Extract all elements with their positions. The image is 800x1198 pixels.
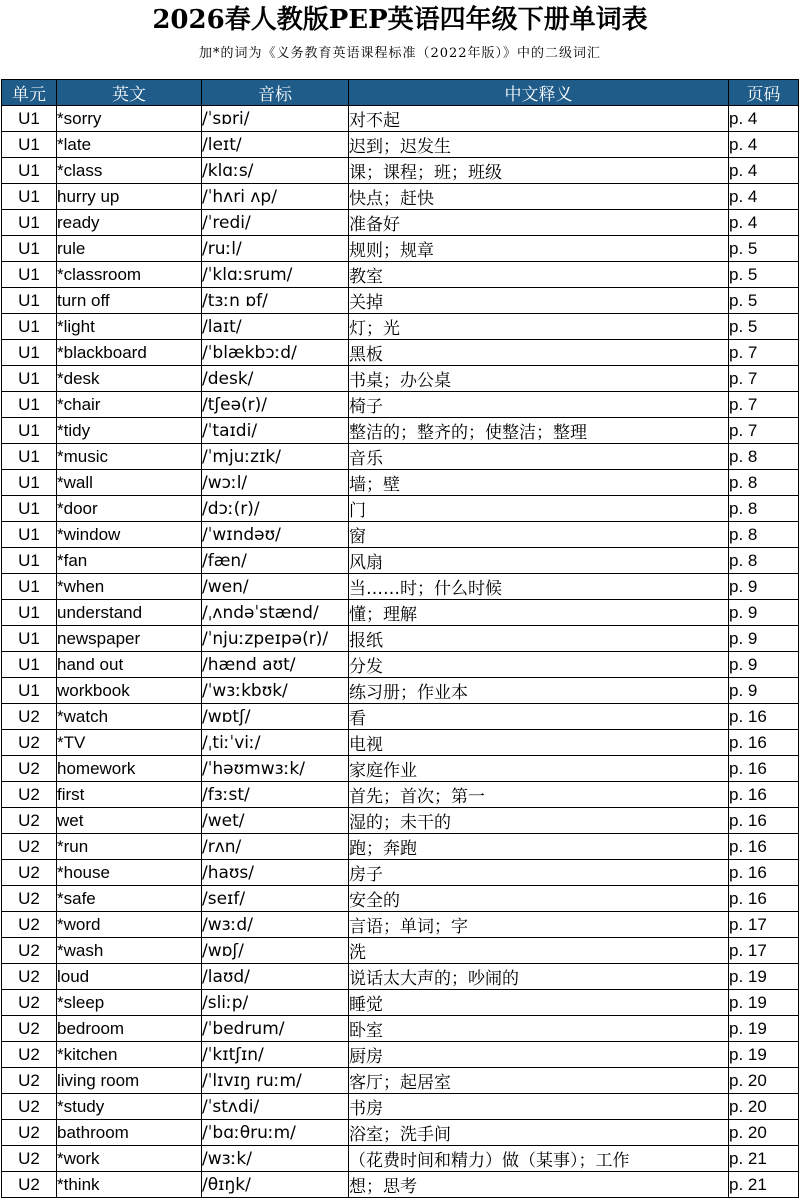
phonetic-cell: /ˈwɪndəʊ/ <box>202 522 349 548</box>
page-cell: p. 8 <box>729 522 799 548</box>
unit-cell: U1 <box>2 496 57 522</box>
chinese-cell: 门 <box>349 496 729 522</box>
unit-cell: U1 <box>2 548 57 574</box>
chinese-cell: 迟到；迟发生 <box>349 132 729 158</box>
table-row <box>2 158 799 184</box>
page-cell: p. 5 <box>729 262 799 288</box>
table-row <box>2 652 799 678</box>
chinese-cell: 窗 <box>349 522 729 548</box>
english-cell: *door <box>57 496 202 522</box>
table-row <box>2 1146 799 1172</box>
chinese-cell: 电视 <box>349 730 729 756</box>
table-row <box>2 548 799 574</box>
english-cell: *house <box>57 860 202 886</box>
english-cell: *run <box>57 834 202 860</box>
page-cell: p. 16 <box>729 834 799 860</box>
unit-cell: U1 <box>2 574 57 600</box>
english-cell: *work <box>57 1146 202 1172</box>
table-row <box>2 860 799 886</box>
english-cell: *sorry <box>57 106 202 132</box>
table-row <box>2 574 799 600</box>
unit-cell: U1 <box>2 652 57 678</box>
phonetic-cell: /laɪt/ <box>202 314 349 340</box>
english-cell: *watch <box>57 704 202 730</box>
page-cell: p. 17 <box>729 938 799 964</box>
phonetic-cell: /wɔːl/ <box>202 470 349 496</box>
table-row <box>2 288 799 314</box>
chinese-cell: 房子 <box>349 860 729 886</box>
table-row <box>2 340 799 366</box>
chinese-cell: 睡觉 <box>349 990 729 1016</box>
unit-cell: U1 <box>2 236 57 262</box>
english-cell: newspaper <box>57 626 202 652</box>
page-cell: p. 8 <box>729 470 799 496</box>
english-cell: loud <box>57 964 202 990</box>
english-cell: *classroom <box>57 262 202 288</box>
phonetic-cell: /wet/ <box>202 808 349 834</box>
unit-cell: U1 <box>2 600 57 626</box>
chinese-cell: 课；课程；班；班级 <box>349 158 729 184</box>
english-cell: *kitchen <box>57 1042 202 1068</box>
unit-cell: U2 <box>2 860 57 886</box>
english-cell: *when <box>57 574 202 600</box>
english-cell: *word <box>57 912 202 938</box>
english-cell: wet <box>57 808 202 834</box>
unit-cell: U1 <box>2 184 57 210</box>
table-row <box>2 1016 799 1042</box>
table-row <box>2 886 799 912</box>
page-cell: p. 21 <box>729 1172 799 1198</box>
chinese-cell: 练习册；作业本 <box>349 678 729 704</box>
chinese-cell: 教室 <box>349 262 729 288</box>
english-cell: hurry up <box>57 184 202 210</box>
english-cell: *safe <box>57 886 202 912</box>
phonetic-cell: /hænd aʊt/ <box>202 652 349 678</box>
page-cell: p. 20 <box>729 1068 799 1094</box>
chinese-cell: 湿的；未干的 <box>349 808 729 834</box>
page-cell: p. 4 <box>729 106 799 132</box>
phonetic-cell: /ruːl/ <box>202 236 349 262</box>
phonetic-cell: /seɪf/ <box>202 886 349 912</box>
unit-cell: U1 <box>2 314 57 340</box>
chinese-cell: 家庭作业 <box>349 756 729 782</box>
english-cell: *TV <box>57 730 202 756</box>
chinese-cell: 对不起 <box>349 106 729 132</box>
chinese-cell: 厨房 <box>349 1042 729 1068</box>
phonetic-cell: /ˈtaɪdi/ <box>202 418 349 444</box>
table-row <box>2 236 799 262</box>
phonetic-cell: /ˈmjuːzɪk/ <box>202 444 349 470</box>
phonetic-cell: /wɒtʃ/ <box>202 704 349 730</box>
phonetic-cell: /fæn/ <box>202 548 349 574</box>
table-row <box>2 600 799 626</box>
page-cell: p. 5 <box>729 288 799 314</box>
table-row <box>2 496 799 522</box>
phonetic-cell: /desk/ <box>202 366 349 392</box>
page-cell: p. 19 <box>729 1016 799 1042</box>
chinese-cell: 灯；光 <box>349 314 729 340</box>
unit-cell: U2 <box>2 782 57 808</box>
column-header-phonetic: 音标 <box>202 80 349 106</box>
phonetic-cell: /fɜːst/ <box>202 782 349 808</box>
english-cell: *blackboard <box>57 340 202 366</box>
chinese-cell: （花费时间和精力）做（某事）；工作 <box>349 1146 729 1172</box>
page-cell: p. 19 <box>729 1042 799 1068</box>
phonetic-cell: /dɔː(r)/ <box>202 496 349 522</box>
page-cell: p. 16 <box>729 756 799 782</box>
page-cell: p. 8 <box>729 496 799 522</box>
unit-cell: U1 <box>2 210 57 236</box>
english-cell: *light <box>57 314 202 340</box>
unit-cell: U2 <box>2 990 57 1016</box>
page-subtitle: 加*的词为《义务教育英语课程标准（2022年版）》中的二级词汇 <box>198 46 602 61</box>
english-cell: homework <box>57 756 202 782</box>
table-row <box>2 444 799 470</box>
unit-cell: U2 <box>2 808 57 834</box>
unit-cell: U2 <box>2 912 57 938</box>
unit-cell: U2 <box>2 1016 57 1042</box>
unit-cell: U2 <box>2 1094 57 1120</box>
column-header-page: 页码 <box>729 80 799 106</box>
page-cell: p. 16 <box>729 704 799 730</box>
phonetic-cell: /ˈstʌdi/ <box>202 1094 349 1120</box>
unit-cell: U1 <box>2 444 57 470</box>
page-cell: p. 19 <box>729 990 799 1016</box>
table-row <box>2 418 799 444</box>
phonetic-cell: /leɪt/ <box>202 132 349 158</box>
english-cell: *class <box>57 158 202 184</box>
phonetic-cell: /ˈredi/ <box>202 210 349 236</box>
chinese-cell: 首先；首次；第一 <box>349 782 729 808</box>
phonetic-cell: /ˈbɑːθruːm/ <box>202 1120 349 1146</box>
table-row <box>2 392 799 418</box>
table-row <box>2 912 799 938</box>
table-row <box>2 1120 799 1146</box>
page-cell: p. 20 <box>729 1120 799 1146</box>
table-row <box>2 262 799 288</box>
table-header-row <box>2 80 799 106</box>
vocabulary-table <box>1 79 799 1198</box>
phonetic-cell: /ˈkɪtʃɪn/ <box>202 1042 349 1068</box>
table-row <box>2 808 799 834</box>
page-cell: p. 7 <box>729 392 799 418</box>
table-row <box>2 704 799 730</box>
unit-cell: U2 <box>2 938 57 964</box>
english-cell: hand out <box>57 652 202 678</box>
english-cell: turn off <box>57 288 202 314</box>
table-row <box>2 1172 799 1198</box>
phonetic-cell: /haʊs/ <box>202 860 349 886</box>
unit-cell: U1 <box>2 288 57 314</box>
page-cell: p. 9 <box>729 574 799 600</box>
english-cell: *think <box>57 1172 202 1198</box>
page-cell: p. 4 <box>729 210 799 236</box>
phonetic-cell: /rʌn/ <box>202 834 349 860</box>
page-cell: p. 19 <box>729 964 799 990</box>
phonetic-cell: /ˈhʌri ʌp/ <box>202 184 349 210</box>
chinese-cell: 安全的 <box>349 886 729 912</box>
phonetic-cell: /tʃeə(r)/ <box>202 392 349 418</box>
column-header-unit: 单元 <box>2 80 57 106</box>
chinese-cell: 书桌；办公桌 <box>349 366 729 392</box>
english-cell: *music <box>57 444 202 470</box>
page-cell: p. 5 <box>729 236 799 262</box>
unit-cell: U2 <box>2 1068 57 1094</box>
chinese-cell: 客厅；起居室 <box>349 1068 729 1094</box>
unit-cell: U1 <box>2 626 57 652</box>
phonetic-cell: /ˌʌndəˈstænd/ <box>202 600 349 626</box>
chinese-cell: 椅子 <box>349 392 729 418</box>
english-cell: ready <box>57 210 202 236</box>
phonetic-cell: /wen/ <box>202 574 349 600</box>
phonetic-cell: /ˈblækbɔːd/ <box>202 340 349 366</box>
english-cell: bathroom <box>57 1120 202 1146</box>
phonetic-cell: /ˈbedrum/ <box>202 1016 349 1042</box>
phonetic-cell: /ˈsɒri/ <box>202 106 349 132</box>
table-row <box>2 964 799 990</box>
unit-cell: U1 <box>2 418 57 444</box>
chinese-cell: 浴室；洗手间 <box>349 1120 729 1146</box>
unit-cell: U1 <box>2 470 57 496</box>
english-cell: *chair <box>57 392 202 418</box>
page-cell: p. 16 <box>729 860 799 886</box>
unit-cell: U1 <box>2 340 57 366</box>
chinese-cell: 整洁的；整齐的；使整洁；整理 <box>349 418 729 444</box>
table-row <box>2 1068 799 1094</box>
phonetic-cell: /ˌtiːˈviː/ <box>202 730 349 756</box>
phonetic-cell: /wɜːd/ <box>202 912 349 938</box>
table-row <box>2 184 799 210</box>
chinese-cell: 懂；理解 <box>349 600 729 626</box>
table-row <box>2 834 799 860</box>
page-cell: p. 17 <box>729 912 799 938</box>
english-cell: *tidy <box>57 418 202 444</box>
unit-cell: U2 <box>2 1172 57 1198</box>
page-cell: p. 8 <box>729 444 799 470</box>
chinese-cell: 关掉 <box>349 288 729 314</box>
page-cell: p. 8 <box>729 548 799 574</box>
unit-cell: U1 <box>2 678 57 704</box>
unit-cell: U1 <box>2 158 57 184</box>
english-cell: workbook <box>57 678 202 704</box>
english-cell: bedroom <box>57 1016 202 1042</box>
chinese-cell: 风扇 <box>349 548 729 574</box>
unit-cell: U1 <box>2 392 57 418</box>
phonetic-cell: /wɒʃ/ <box>202 938 349 964</box>
page-cell: p. 9 <box>729 626 799 652</box>
page-cell: p. 4 <box>729 184 799 210</box>
unit-cell: U2 <box>2 886 57 912</box>
column-header-english: 英文 <box>57 80 202 106</box>
english-cell: *sleep <box>57 990 202 1016</box>
english-cell: *study <box>57 1094 202 1120</box>
table-row <box>2 314 799 340</box>
english-cell: understand <box>57 600 202 626</box>
table-body <box>2 106 799 1198</box>
page-cell: p. 9 <box>729 600 799 626</box>
phonetic-cell: /ˈlɪvɪŋ ruːm/ <box>202 1068 349 1094</box>
page-cell: p. 4 <box>729 158 799 184</box>
unit-cell: U2 <box>2 1146 57 1172</box>
chinese-cell: 准备好 <box>349 210 729 236</box>
english-cell: *desk <box>57 366 202 392</box>
chinese-cell: 洗 <box>349 938 729 964</box>
phonetic-cell: /wɜːk/ <box>202 1146 349 1172</box>
english-cell: *window <box>57 522 202 548</box>
chinese-cell: 墙；壁 <box>349 470 729 496</box>
table-row <box>2 782 799 808</box>
english-cell: *wall <box>57 470 202 496</box>
unit-cell: U2 <box>2 834 57 860</box>
table-row <box>2 366 799 392</box>
phonetic-cell: /laʊd/ <box>202 964 349 990</box>
english-cell: rule <box>57 236 202 262</box>
table-row <box>2 210 799 236</box>
phonetic-cell: /ˈklɑːsrum/ <box>202 262 349 288</box>
page-cell: p. 21 <box>729 1146 799 1172</box>
chinese-cell: 当……时；什么时候 <box>349 574 729 600</box>
page-title: 2026春人教版PEP英语四年级下册单词表 <box>152 5 648 35</box>
chinese-cell: 分发 <box>349 652 729 678</box>
table-row <box>2 1094 799 1120</box>
chinese-cell: 快点；赶快 <box>349 184 729 210</box>
phonetic-cell: /tɜːn ɒf/ <box>202 288 349 314</box>
english-cell: *late <box>57 132 202 158</box>
unit-cell: U2 <box>2 964 57 990</box>
chinese-cell: 跑；奔跑 <box>349 834 729 860</box>
page-cell: p. 4 <box>729 132 799 158</box>
chinese-cell: 规则；规章 <box>349 236 729 262</box>
chinese-cell: 黑板 <box>349 340 729 366</box>
table-row <box>2 730 799 756</box>
phonetic-cell: /ˈwɜːkbʊk/ <box>202 678 349 704</box>
chinese-cell: 书房 <box>349 1094 729 1120</box>
page-cell: p. 7 <box>729 366 799 392</box>
chinese-cell: 说话太大声的；吵闹的 <box>349 964 729 990</box>
table-row <box>2 990 799 1016</box>
unit-cell: U2 <box>2 704 57 730</box>
unit-cell: U1 <box>2 106 57 132</box>
chinese-cell: 看 <box>349 704 729 730</box>
table-row <box>2 626 799 652</box>
english-cell: *fan <box>57 548 202 574</box>
phonetic-cell: /θɪŋk/ <box>202 1172 349 1198</box>
table-row <box>2 938 799 964</box>
unit-cell: U1 <box>2 262 57 288</box>
table-row <box>2 470 799 496</box>
page-cell: p. 16 <box>729 886 799 912</box>
chinese-cell: 言语；单词；字 <box>349 912 729 938</box>
table-row <box>2 1042 799 1068</box>
unit-cell: U2 <box>2 756 57 782</box>
phonetic-cell: /sliːp/ <box>202 990 349 1016</box>
english-cell: living room <box>57 1068 202 1094</box>
unit-cell: U2 <box>2 1120 57 1146</box>
english-cell: first <box>57 782 202 808</box>
page-cell: p. 9 <box>729 652 799 678</box>
phonetic-cell: /klɑːs/ <box>202 158 349 184</box>
page-cell: p. 9 <box>729 678 799 704</box>
page-cell: p. 20 <box>729 1094 799 1120</box>
table-row <box>2 522 799 548</box>
chinese-cell: 报纸 <box>349 626 729 652</box>
english-cell: *wash <box>57 938 202 964</box>
phonetic-cell: /ˈnjuːzpeɪpə(r)/ <box>202 626 349 652</box>
page-cell: p. 7 <box>729 340 799 366</box>
page-cell: p. 7 <box>729 418 799 444</box>
chinese-cell: 音乐 <box>349 444 729 470</box>
unit-cell: U2 <box>2 1042 57 1068</box>
column-header-chinese: 中文释义 <box>349 80 729 106</box>
table-row <box>2 678 799 704</box>
page-cell: p. 16 <box>729 730 799 756</box>
table-row <box>2 106 799 132</box>
unit-cell: U1 <box>2 522 57 548</box>
unit-cell: U2 <box>2 730 57 756</box>
table-row <box>2 756 799 782</box>
unit-cell: U1 <box>2 132 57 158</box>
page-cell: p. 16 <box>729 782 799 808</box>
chinese-cell: 卧室 <box>349 1016 729 1042</box>
unit-cell: U1 <box>2 366 57 392</box>
page-cell: p. 16 <box>729 808 799 834</box>
table-row <box>2 132 799 158</box>
phonetic-cell: /ˈhəʊmwɜːk/ <box>202 756 349 782</box>
chinese-cell: 想；思考 <box>349 1172 729 1198</box>
page-cell: p. 5 <box>729 314 799 340</box>
